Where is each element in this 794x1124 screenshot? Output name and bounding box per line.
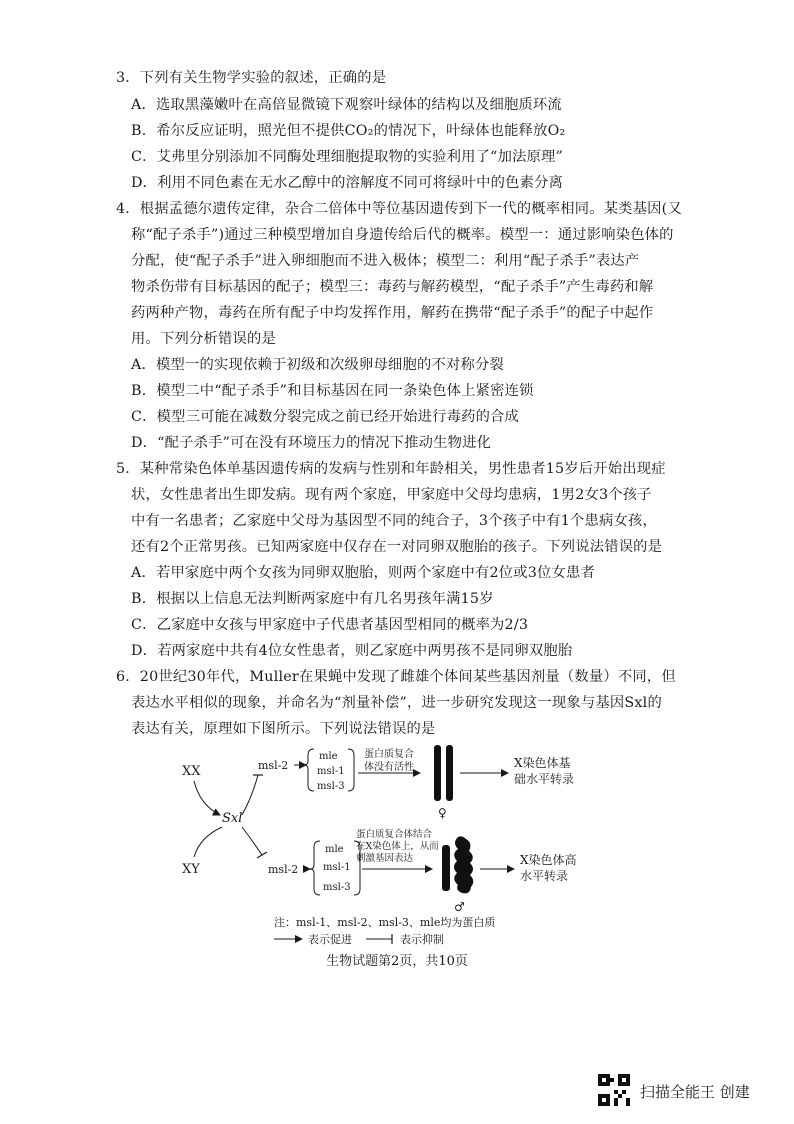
dosage-compensation-diagram	[170, 745, 630, 945]
q3-stem: 3．下列有关生物学实验的叙述，正确的是	[116, 70, 387, 86]
q5-option-c: C．乙家庭中女孩与甲家庭中子代患者基因型相同的概率为2/3	[131, 617, 529, 633]
q5-stem-line-2: 状，女性患者出生即发病。现有两个家庭，甲家庭中父母均患病，1男2女3个孩子	[131, 487, 652, 503]
male-symbol: ♂	[454, 900, 465, 914]
male-result-line-2: 水平转录	[520, 869, 569, 883]
protein-mle-bottom: mle	[325, 844, 344, 855]
q4-stem-line-5: 药两种产物，毒药在所有配子中均发挥作用，解药在携带“配子杀手”的配子中起作	[131, 305, 654, 321]
q4-stem-line-1: 4．根据孟德尔遗传定律，杂合二倍体中等位基因遗传到下一代的概率相同。某类基因(又	[116, 201, 682, 217]
qr-code-icon	[598, 1074, 630, 1106]
q5-option-d: D．若两家庭中共有4位女性患者，则乙家庭中两男孩不是同卵双胞胎	[131, 643, 573, 659]
q4-stem-line-6: 用。下列分析错误的是	[131, 331, 276, 347]
q4-stem-line-3: 分配，使“配子杀手”进入卵细胞而不进入极体；模型二：利用“配子杀手”表达产	[131, 253, 640, 269]
female-result-line-2: 础水平转录	[514, 772, 575, 786]
sxl-inhibit-top	[242, 775, 258, 815]
q3-option-a: A．选取黑藻嫩叶在高倍显微镜下观察叶绿体的结构以及细胞质环流	[131, 97, 562, 113]
sxl-inhibit-bottom	[242, 827, 262, 855]
female-x-chromosome-2	[446, 745, 453, 801]
protein-msl3-top: msl-3	[317, 781, 345, 792]
bottom-note-line-2: 在X染色体上，从而	[356, 841, 439, 852]
male-result-line-1: X染色体高	[520, 853, 577, 867]
sxl-label: Sxl	[222, 811, 243, 826]
q4-option-c: C．模型三可能在减数分裂完成之前已经开始进行毒药的合成	[131, 409, 520, 425]
q5-stem-line-1: 5．某种常染色体单基因遗传病的发病与性别和年龄相关，男性患者15岁后开始出现症	[116, 461, 666, 477]
male-bound-chromosome	[454, 836, 473, 893]
q5-stem-line-4: 还有2个正常男孩。已知两家庭中仅存在一对同卵双胞胎的孩子。下列说法错误的是	[131, 539, 663, 555]
legend-promote-label: 表示促进	[308, 933, 352, 945]
bracket-top	[304, 749, 314, 791]
q4-option-b: B．模型二中“配子杀手”和目标基因在同一条染色体上紧密连锁	[131, 383, 534, 399]
page-footer: 生物试题第2页，共10页	[326, 954, 468, 969]
q6-stem-line-1: 6．20世纪30年代，Muller在果蝇中发现了雌雄个体间某些基因剂量（数量）不同，但	[116, 669, 676, 685]
bracket-top-right	[348, 749, 354, 791]
q6-stem-line-2: 表达水平相似的现象，并命名为“剂量补偿”，进一步研究发现这一现象与基因Sxl的	[131, 695, 662, 711]
q4-stem-line-4: 物杀伤带有目标基因的配子；模型三：毒药与解药模型，“配子杀手”产生毒药和解	[131, 279, 654, 295]
inhibit-bar-bottom	[257, 852, 267, 858]
bottom-note-line-3: 刺激基因表达	[356, 853, 414, 864]
female-symbol: ♀	[438, 806, 447, 820]
q5-option-b: B．根据以上信息无法判断两家庭中有几名男孩年满15岁	[131, 591, 494, 607]
protein-msl3-bottom: msl-3	[323, 882, 351, 893]
q5-option-a: A．若甲家庭中两个女孩为同卵双胞胎，则两个家庭中有2位或3位女患者	[131, 565, 596, 581]
bottom-note-line-1: 蛋白质复合体结合	[356, 829, 433, 840]
scanner-brand: 扫描全能王 创建	[640, 1083, 750, 1101]
top-note-line-1: 蛋白质复合	[364, 749, 414, 760]
xy-to-sxl-curve	[194, 827, 222, 857]
msl2-top-label: msl-2	[258, 759, 289, 772]
male-x-chromosome	[442, 845, 450, 891]
female-x-chromosome-1	[434, 745, 441, 801]
xy-label: XY	[182, 862, 200, 877]
protein-msl1-bottom: msl-1	[323, 862, 351, 873]
protein-msl1-top: msl-1	[317, 766, 345, 777]
diagram-note: 注：msl-1、msl-2、msl-3、mle均为蛋白质	[274, 916, 496, 929]
q3-option-c: C．艾弗里分别添加不同酶处理细胞提取物的实验利用了“加法原理”	[131, 149, 564, 165]
female-result-line-1: X染色体基	[514, 756, 571, 770]
legend-inhibit-label: 表示抑制	[400, 933, 444, 945]
q5-stem-line-3: 中有一名患者；乙家庭中父母为基因型不同的纯合子，3个孩子中有1个患病女孩，	[131, 513, 657, 529]
top-note-line-2: 体没有活性	[364, 762, 414, 773]
q4-option-d: D．“配子杀手”可在没有环境压力的情况下推动生物进化	[131, 435, 492, 451]
q4-option-a: A．模型一的实现依赖于初级和次级卵母细胞的不对称分裂	[131, 357, 504, 373]
q4-stem-line-2: 称“配子杀手”)通过三种模型增加自身遗传给后代的概率。模型一：通过影响染色体的	[131, 227, 674, 243]
q3-option-d: D．利用不同色素在无水乙醇中的溶解度不同可将绿叶中的色素分离	[131, 175, 564, 191]
xx-label: XX	[182, 764, 201, 779]
xx-to-sxl-arrow	[194, 781, 220, 815]
q6-stem-line-3: 表达有关，原理如下图所示。下列说法错误的是	[131, 721, 436, 737]
protein-mle-top: mle	[319, 751, 338, 762]
q3-option-b: B．希尔反应证明，照光但不提供CO₂的情况下，叶绿体也能释放O₂	[131, 123, 566, 139]
msl2-bottom-label: msl-2	[268, 863, 299, 876]
bracket-bottom	[310, 841, 320, 895]
